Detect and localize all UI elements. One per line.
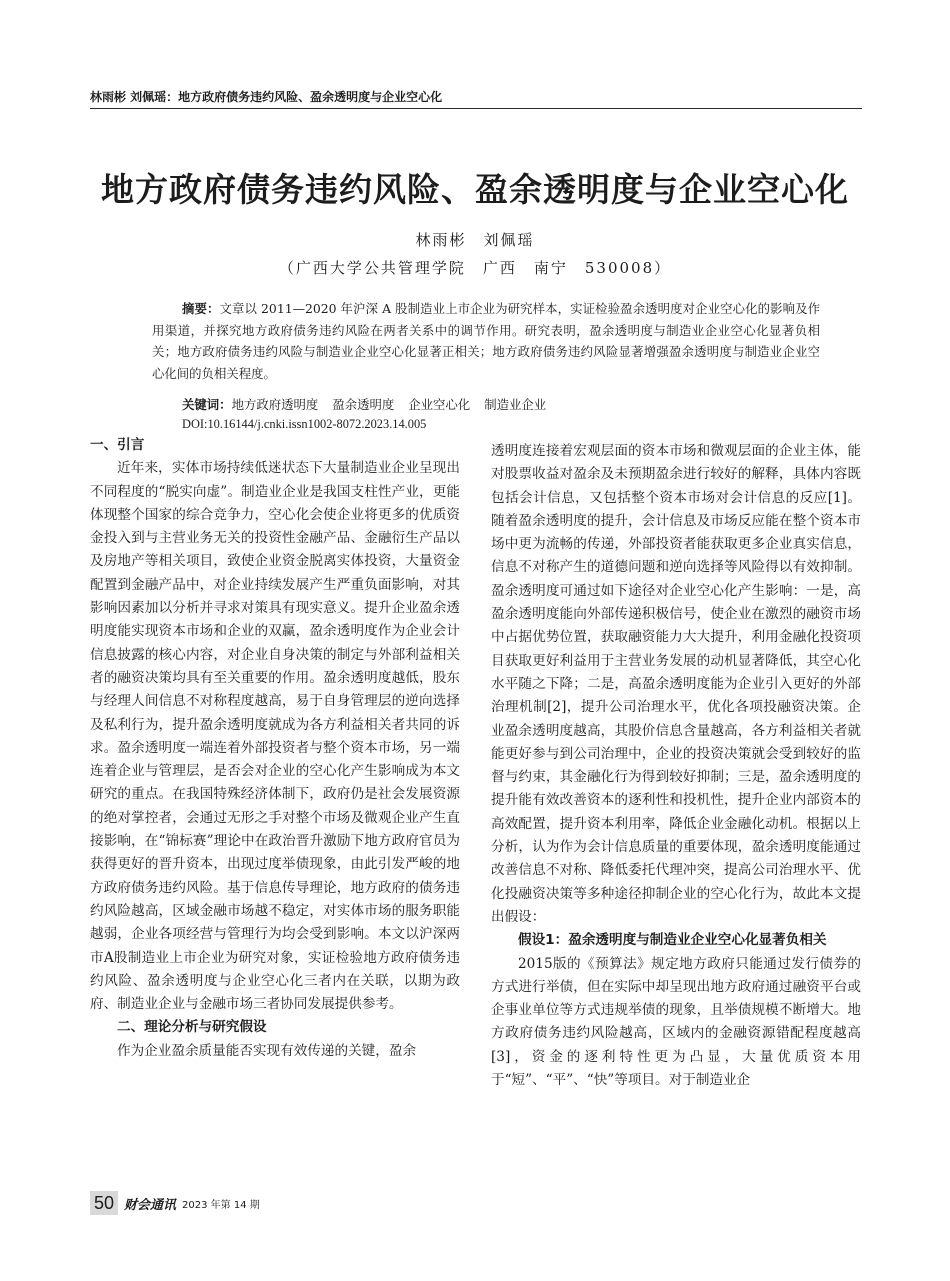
theory-paragraph-continued: 透明度连接着宏观层面的资本市场和微观层面的企业主体，能对股票收益对盈余及未预期盈余进行较好的解释，具体内容既包括会计信息，又包括整个资本市场对会计信息的反应[1]。随着盈余透明度的提升，会计信息及市场反应能在整个资本市场中更为流畅的传递，外部投资者能获取更多企业真实信息，信息不对称产生的道德问题和逆向选择等风险得以有效抑制。盈余透明度可通过如下途径对企业空心化产生影响：一是，高盈余透明度能向外部传递积极信号，使企业在激烈的融资市场中占据优势位置，获取融资能力大大提升，利用金融化投资项目获取更好利益用于主营业务发展的动机显著降低，其空心化水平随之下降；二是，高盈余透明度能为企业引入更好的外部治理机制[2]，提升公司治理水平，优化各项投融资决策。企业盈余透明度越高，其股价信息含量越高，各方利益相关者就能更好参与到公司治理中，企业的投资决策就会受到较好的监督与约束，其金融化行为得到较好抑制；三是，盈余透明度的提升能有效改善资本的逐利性和投机性，提升企业内部资本的高效配置，提升资本利用率，降低企业金融化动机。根据以上分析，认为作为会计信息质量的重要体现，盈余透明度能通过改善信息不对称、降低委托代理冲突，提高公司治理水平、优化投融资决策等多种途径抑制企业的空心化行为，故此本文提出假设： <box>491 443 861 925</box>
page-footer <box>90 1190 260 1216</box>
abstract-text: 文章以 2011—2020 年沪深 A 股制造业上市企业为研究样本，实证检验盈余透明度对企业空心化的影响及作用渠道，并探究地方政府债务违约风险在两者关系中的调节作用。研究表明，盈余透明度与制造业企业空心化显著负相关；地方政府债务违约风险与制造业企业空心化显著正相关；地方政府债务违约风险显著增强盈余透明度与制造业企业空心化间的负相关程度。 <box>152 301 820 381</box>
debt-risk-paragraph: 2015版的《预算法》规定地方政府只能通过发行债券的方式进行举债，但在实际中却呈现出地方政府通过融资平台或企事业单位等方式违规举债的现象，且举债规模不断增大。地方政府债务违约风险越高，区域内的金融资源错配程度越高[3]，资金的逐利特性更为凸显，大量优质资本用于“短”、“平”、“快”等项目。对于制造业企 <box>491 955 861 1089</box>
left-column <box>90 434 460 1063</box>
introduction-paragraph: 近年来，实体市场持续低迷状态下大量制造业企业呈现出不同程度的“脱实向虚”。制造业企业是我国支柱性产业，更能体现整个国家的综合竞争力，空心化会使企业将更多的优质资金投入到与主营业务无关的投资性金融产品、金融衍生产品以及房地产等相关项目，致使企业资金脱离实体投资，大量资金配置到金融产品中，对企业持续发展产生严重负面影响，对其影响因素加以分析并寻求对策具有现实意义。提升企业盈余透明度能实现资本市场和企业的双赢，盈余透明度作为企业会计信息披露的核心内容，对企业自身决策的制定与外部利益相关者的融资决策均具有至关重要的作用。盈余透明度越低，股东与经理人间信息不对称程度越高，易于自身管理层的逆向选择及私利行为，提升盈余透明度就成为各方利益相关者共同的诉求。盈余透明度一端连着外部投资者与整个资本市场，另一端连着企业与管理层，是否会对企业的空心化产生影响成为本文研究的重点。在我国特殊经济体制下，政府仍是社会发展资源的绝对掌控者，会通过无形之手对整个市场及微观企业产生直接影响，在“锦标赛”理论中在政治晋升激励下地方政府官员为获得更好的晋升资本，出现过度举债现象，由此引发严峻的地方政府债务违约风险。基于信息传导理论，地方政府的债务违约风险越高，区域金融市场越不稳定，对实体市场的服务职能越弱，企业各项经营与管理行为均会受到影响。本文以沪深两市A股制造业上市企业为研究对象，实证检验地方政府债务违约风险、盈余透明度与企业空心化三者内在关联，以期为政府、制造业企业与金融市场三者协同发展提供参考。 <box>90 460 460 1013</box>
abstract-label: 摘要： <box>182 301 220 316</box>
keyword: 盈余透明度 <box>332 397 395 412</box>
doi: DOI:10.16144/j.cnki.issn1002-8072.2023.14.005 <box>182 417 427 431</box>
keywords <box>182 395 822 413</box>
affiliation: （广西大学公共管理学院 广西 南宁 530008） <box>278 259 672 277</box>
keywords-label: 关键词： <box>182 397 232 412</box>
section-heading-theory: 二、理论分析与研究假设 <box>117 1019 267 1036</box>
authors: 林雨彬 刘佩瑶 <box>415 231 535 249</box>
hypothesis-1: 假设1：盈余透明度与制造业企业空心化显著负相关 <box>518 932 827 949</box>
paper-title: 地方政府债务违约风险、盈余透明度与企业空心化 <box>101 170 849 209</box>
keyword: 制造业企业 <box>484 397 547 412</box>
journal-name: 财会通讯 <box>124 1197 177 1213</box>
section-heading-introduction: 一、引言 <box>90 437 145 453</box>
keyword: 企业空心化 <box>408 397 471 412</box>
issue-label: 2023 年第 14 期 <box>182 1199 260 1211</box>
keyword: 地方政府透明度 <box>231 397 319 412</box>
page-number: 50 <box>90 1191 118 1215</box>
theory-paragraph: 作为企业盈余质量能否实现有效传递的关键，盈余 <box>117 1042 417 1059</box>
abstract <box>152 298 820 384</box>
right-column <box>491 440 861 1092</box>
running-header: 林雨彬 刘佩瑶：地方政府债务违约风险、盈余透明度与企业空心化 <box>90 88 862 109</box>
